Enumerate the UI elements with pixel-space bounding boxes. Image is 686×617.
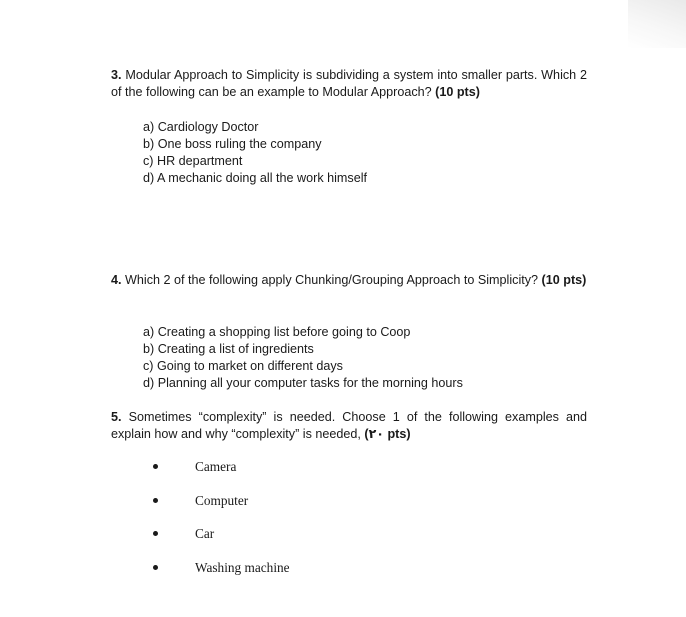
bullet-icon xyxy=(153,464,158,469)
bullet-icon xyxy=(153,531,158,536)
question-5-text: Sometimes “complexity” is needed. Choose 1 of the following examples and explain how and why “complexity” is needed, xyxy=(111,410,587,441)
question-4-options xyxy=(143,324,463,392)
question-4 xyxy=(111,272,587,289)
option-3c: c) HR department xyxy=(143,154,243,168)
question-3-points: (10 pts) xyxy=(435,85,480,99)
option-4c: c) Going to market on different days xyxy=(143,359,343,373)
example-computer: Computer xyxy=(195,492,249,508)
option-3a: a) Cardiology Doctor xyxy=(143,120,259,134)
question-4-number: 4. xyxy=(111,273,122,287)
bullet-icon xyxy=(153,498,158,503)
example-car: Car xyxy=(195,526,215,541)
option-4d: d) Planning all your computer tasks for the morning hours xyxy=(143,376,463,390)
question-3-options xyxy=(143,119,367,187)
option-3b: b) One boss ruling the company xyxy=(143,137,322,151)
option-3d: d) A mechanic doing all the work himself xyxy=(143,171,367,185)
example-camera: Camera xyxy=(195,459,237,474)
example-washing-machine: Washing machine xyxy=(195,559,290,575)
option-4b: b) Creating a list of ingredients xyxy=(143,342,314,356)
question-4-points: (10 pts) xyxy=(541,273,587,287)
question-5-number: 5. xyxy=(111,410,122,424)
question-3-number: 3. xyxy=(111,68,122,82)
question-3 xyxy=(111,67,587,101)
question-5-points: (٢٠ pts) xyxy=(364,427,411,441)
question-5 xyxy=(111,409,587,443)
option-4a: a) Creating a shopping list before going to Coop xyxy=(143,325,411,339)
question-4-text: Which 2 of the following apply Chunking/Grouping Approach to Simplicity? xyxy=(121,273,542,287)
bullet-icon xyxy=(153,565,158,570)
question-3-text: Modular Approach to Simplicity is subdividing a system into smaller parts. Which 2 of the following can be an example to Modular Approach? xyxy=(111,68,587,99)
